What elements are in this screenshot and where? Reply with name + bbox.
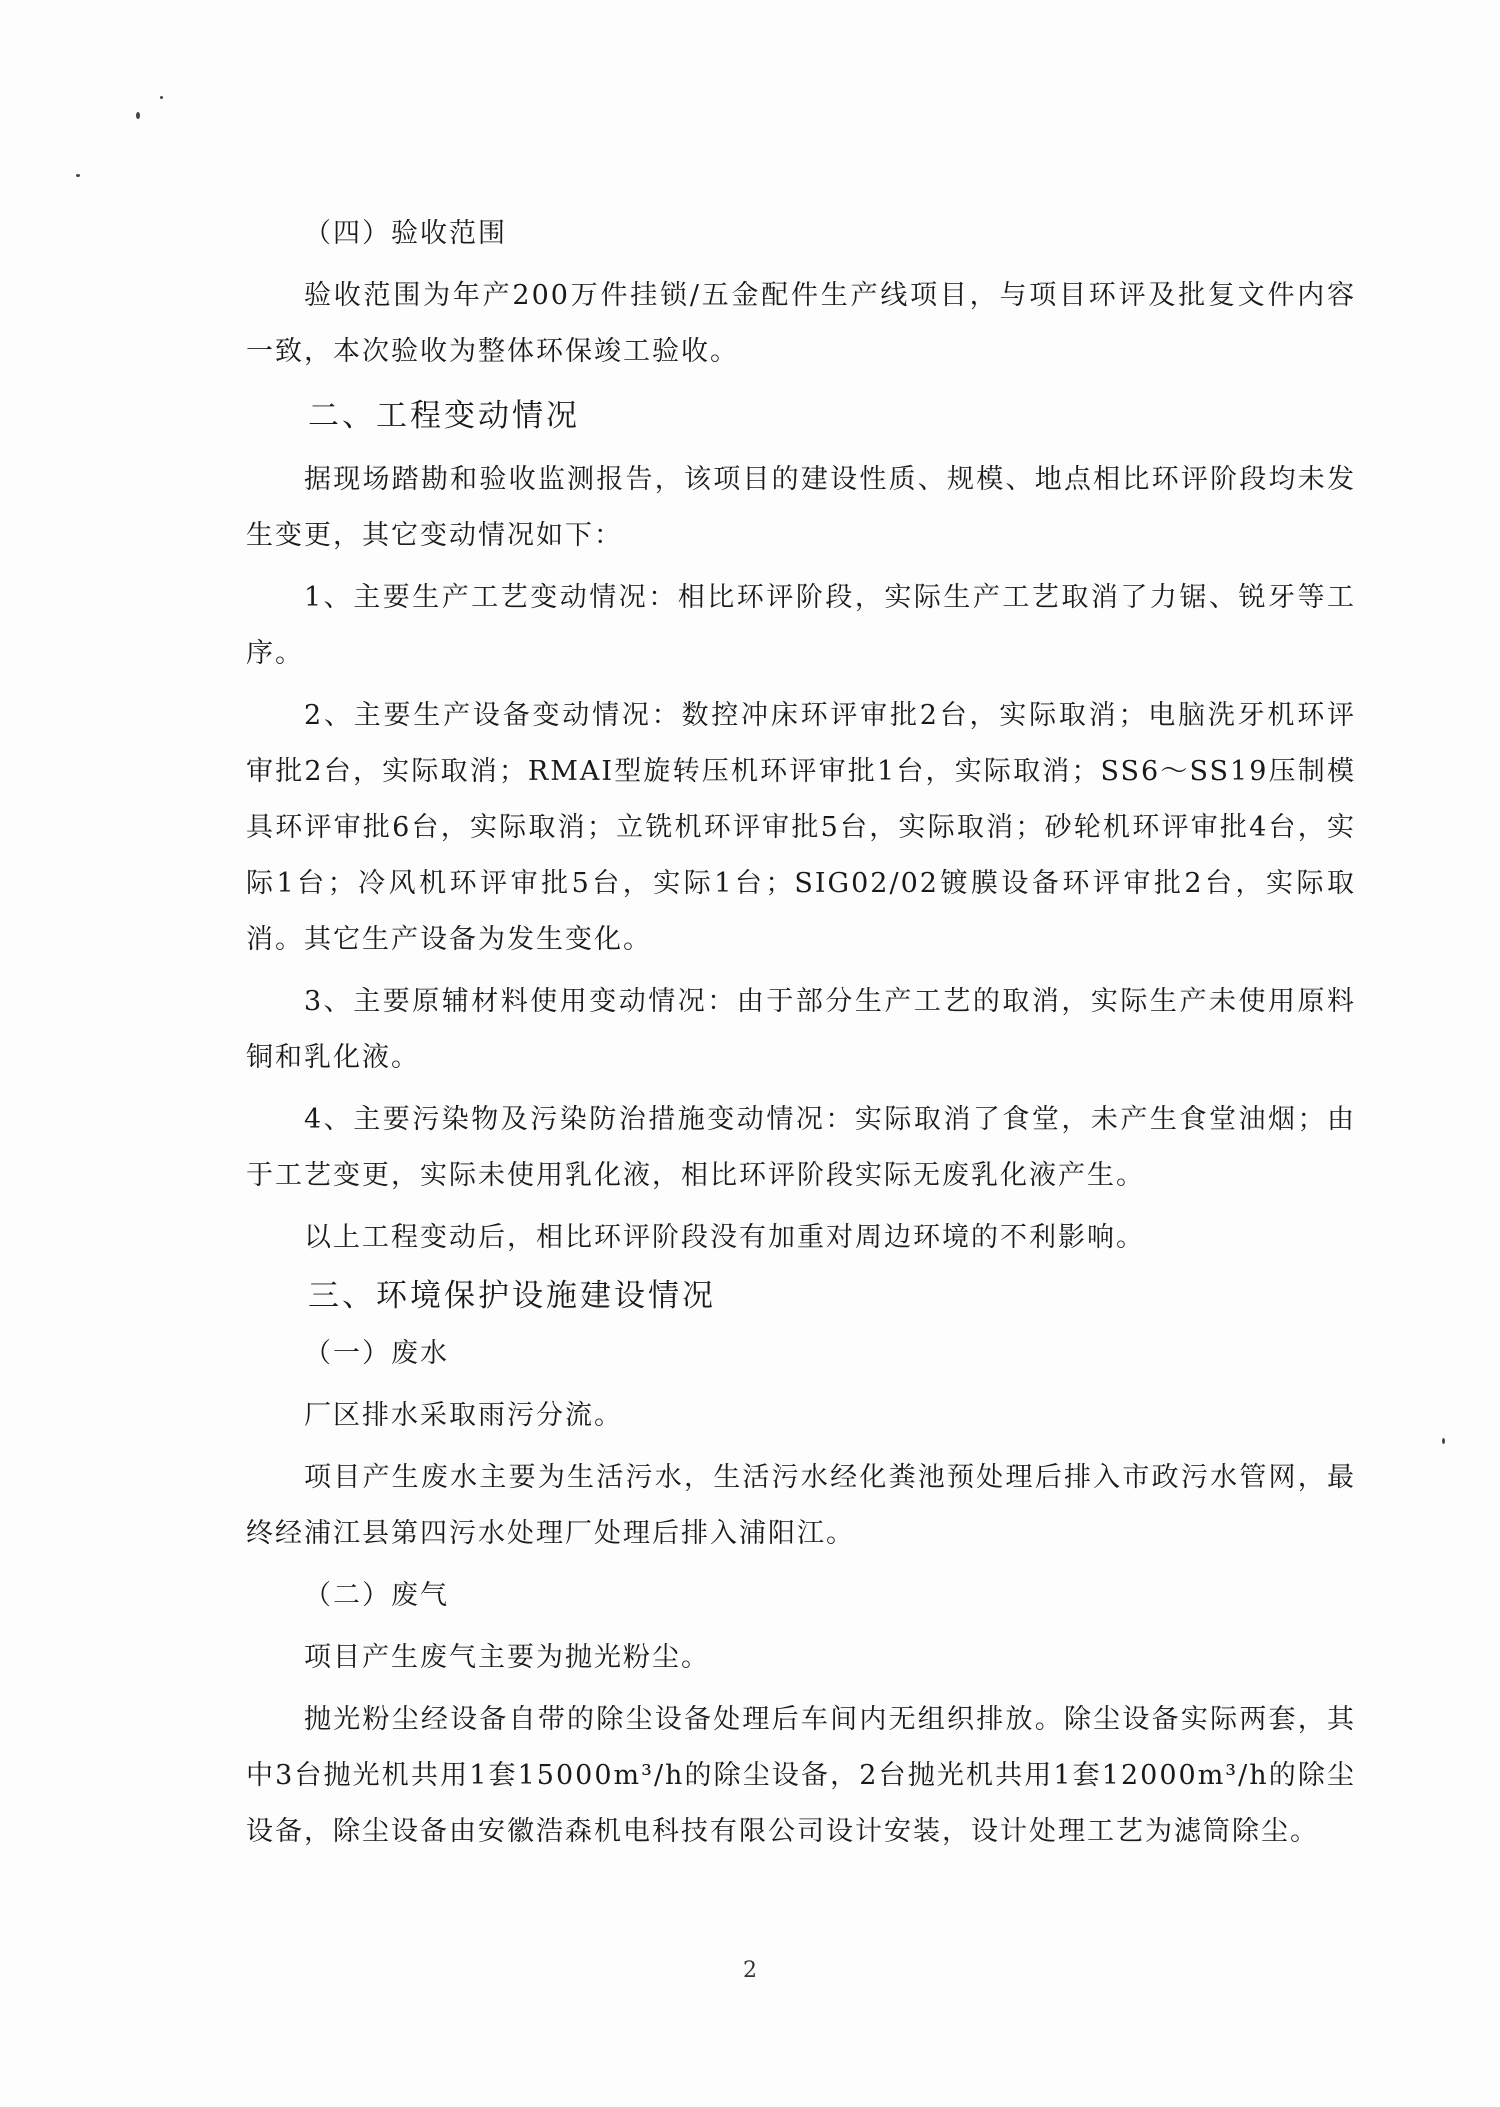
paragraph-changes-summary: 以上工程变动后，相比环评阶段没有加重对周边环境的不利影响。 (304, 1222, 1145, 1253)
paragraph-acceptance-scope: 验收范围为年产200万件挂锁/五金配件生产线项目，与项目环评及批复文件内容一致，本次验收为整体环保竣工验收。 (246, 280, 1356, 367)
paragraph-material-changes: 3、主要原辅材料使用变动情况：由于部分生产工艺的取消，实际生产未使用原料铜和乳化液。 (246, 986, 1356, 1073)
paragraph-drainage: 厂区排水采取雨污分流。 (304, 1400, 623, 1431)
page-number: 2 (743, 1958, 757, 1983)
paragraph-process-changes: 1、主要生产工艺变动情况：相比环评阶段，实际生产工艺取消了力锯、锐牙等工序。 (246, 582, 1356, 669)
heading-environmental-facilities: 三、环境保护设施建设情况 (308, 1278, 716, 1314)
subheading-waste-gas: （二）废气 (304, 1580, 449, 1611)
paragraph-dust-treatment: 抛光粉尘经设备自带的除尘设备处理后车间内无组织排放。除尘设备实际两套，其中3台抛光机共用1套15000m³/h的除尘设备，2台抛光机共用1套12000m³/h的除尘设备，除尘设备由安徽浩森机电科技有限公司设计安装，设计处理工艺为滤筒除尘。 (246, 1704, 1356, 1847)
scan-speck (1442, 1438, 1445, 1444)
paragraph-equipment-changes: 2、主要生产设备变动情况：数控冲床环评审批2台，实际取消；电脑洗牙机环评审批2台，实际取消；RMAI型旋转压机环评审批1台，实际取消；SS6～SS19压制模具环评审批6台，实际取消；立铣机环评审批5台，实际取消；砂轮机环评审批4台，实际1台；冷风机环评审批5台，实际1台；SIG02/02镀膜设备环评审批2台，实际取消。其它生产设备为发生变化。 (246, 700, 1356, 955)
paragraph-waste-gas-source: 项目产生废气主要为抛光粉尘。 (304, 1642, 710, 1673)
scan-speck (76, 174, 80, 177)
document-body (246, 206, 1356, 1860)
scan-speck (136, 112, 140, 119)
scan-speck (160, 96, 163, 99)
subheading-acceptance-scope: （四）验收范围 (304, 218, 507, 249)
heading-engineering-changes: 二、工程变动情况 (308, 398, 580, 434)
paragraph-changes-intro: 据现场踏勘和验收监测报告，该项目的建设性质、规模、地点相比环评阶段均未发生变更，其它变动情况如下： (246, 464, 1356, 551)
paragraph-pollution-changes: 4、主要污染物及污染防治措施变动情况：实际取消了食堂，未产生食堂油烟；由于工艺变更，实际未使用乳化液，相比环评阶段实际无废乳化液产生。 (246, 1104, 1356, 1191)
subheading-wastewater: （一）废水 (304, 1338, 449, 1369)
paragraph-wastewater-treatment: 项目产生废水主要为生活污水，生活污水经化粪池预处理后排入市政污水管网，最终经浦江县第四污水处理厂处理后排入浦阳江。 (246, 1462, 1356, 1549)
